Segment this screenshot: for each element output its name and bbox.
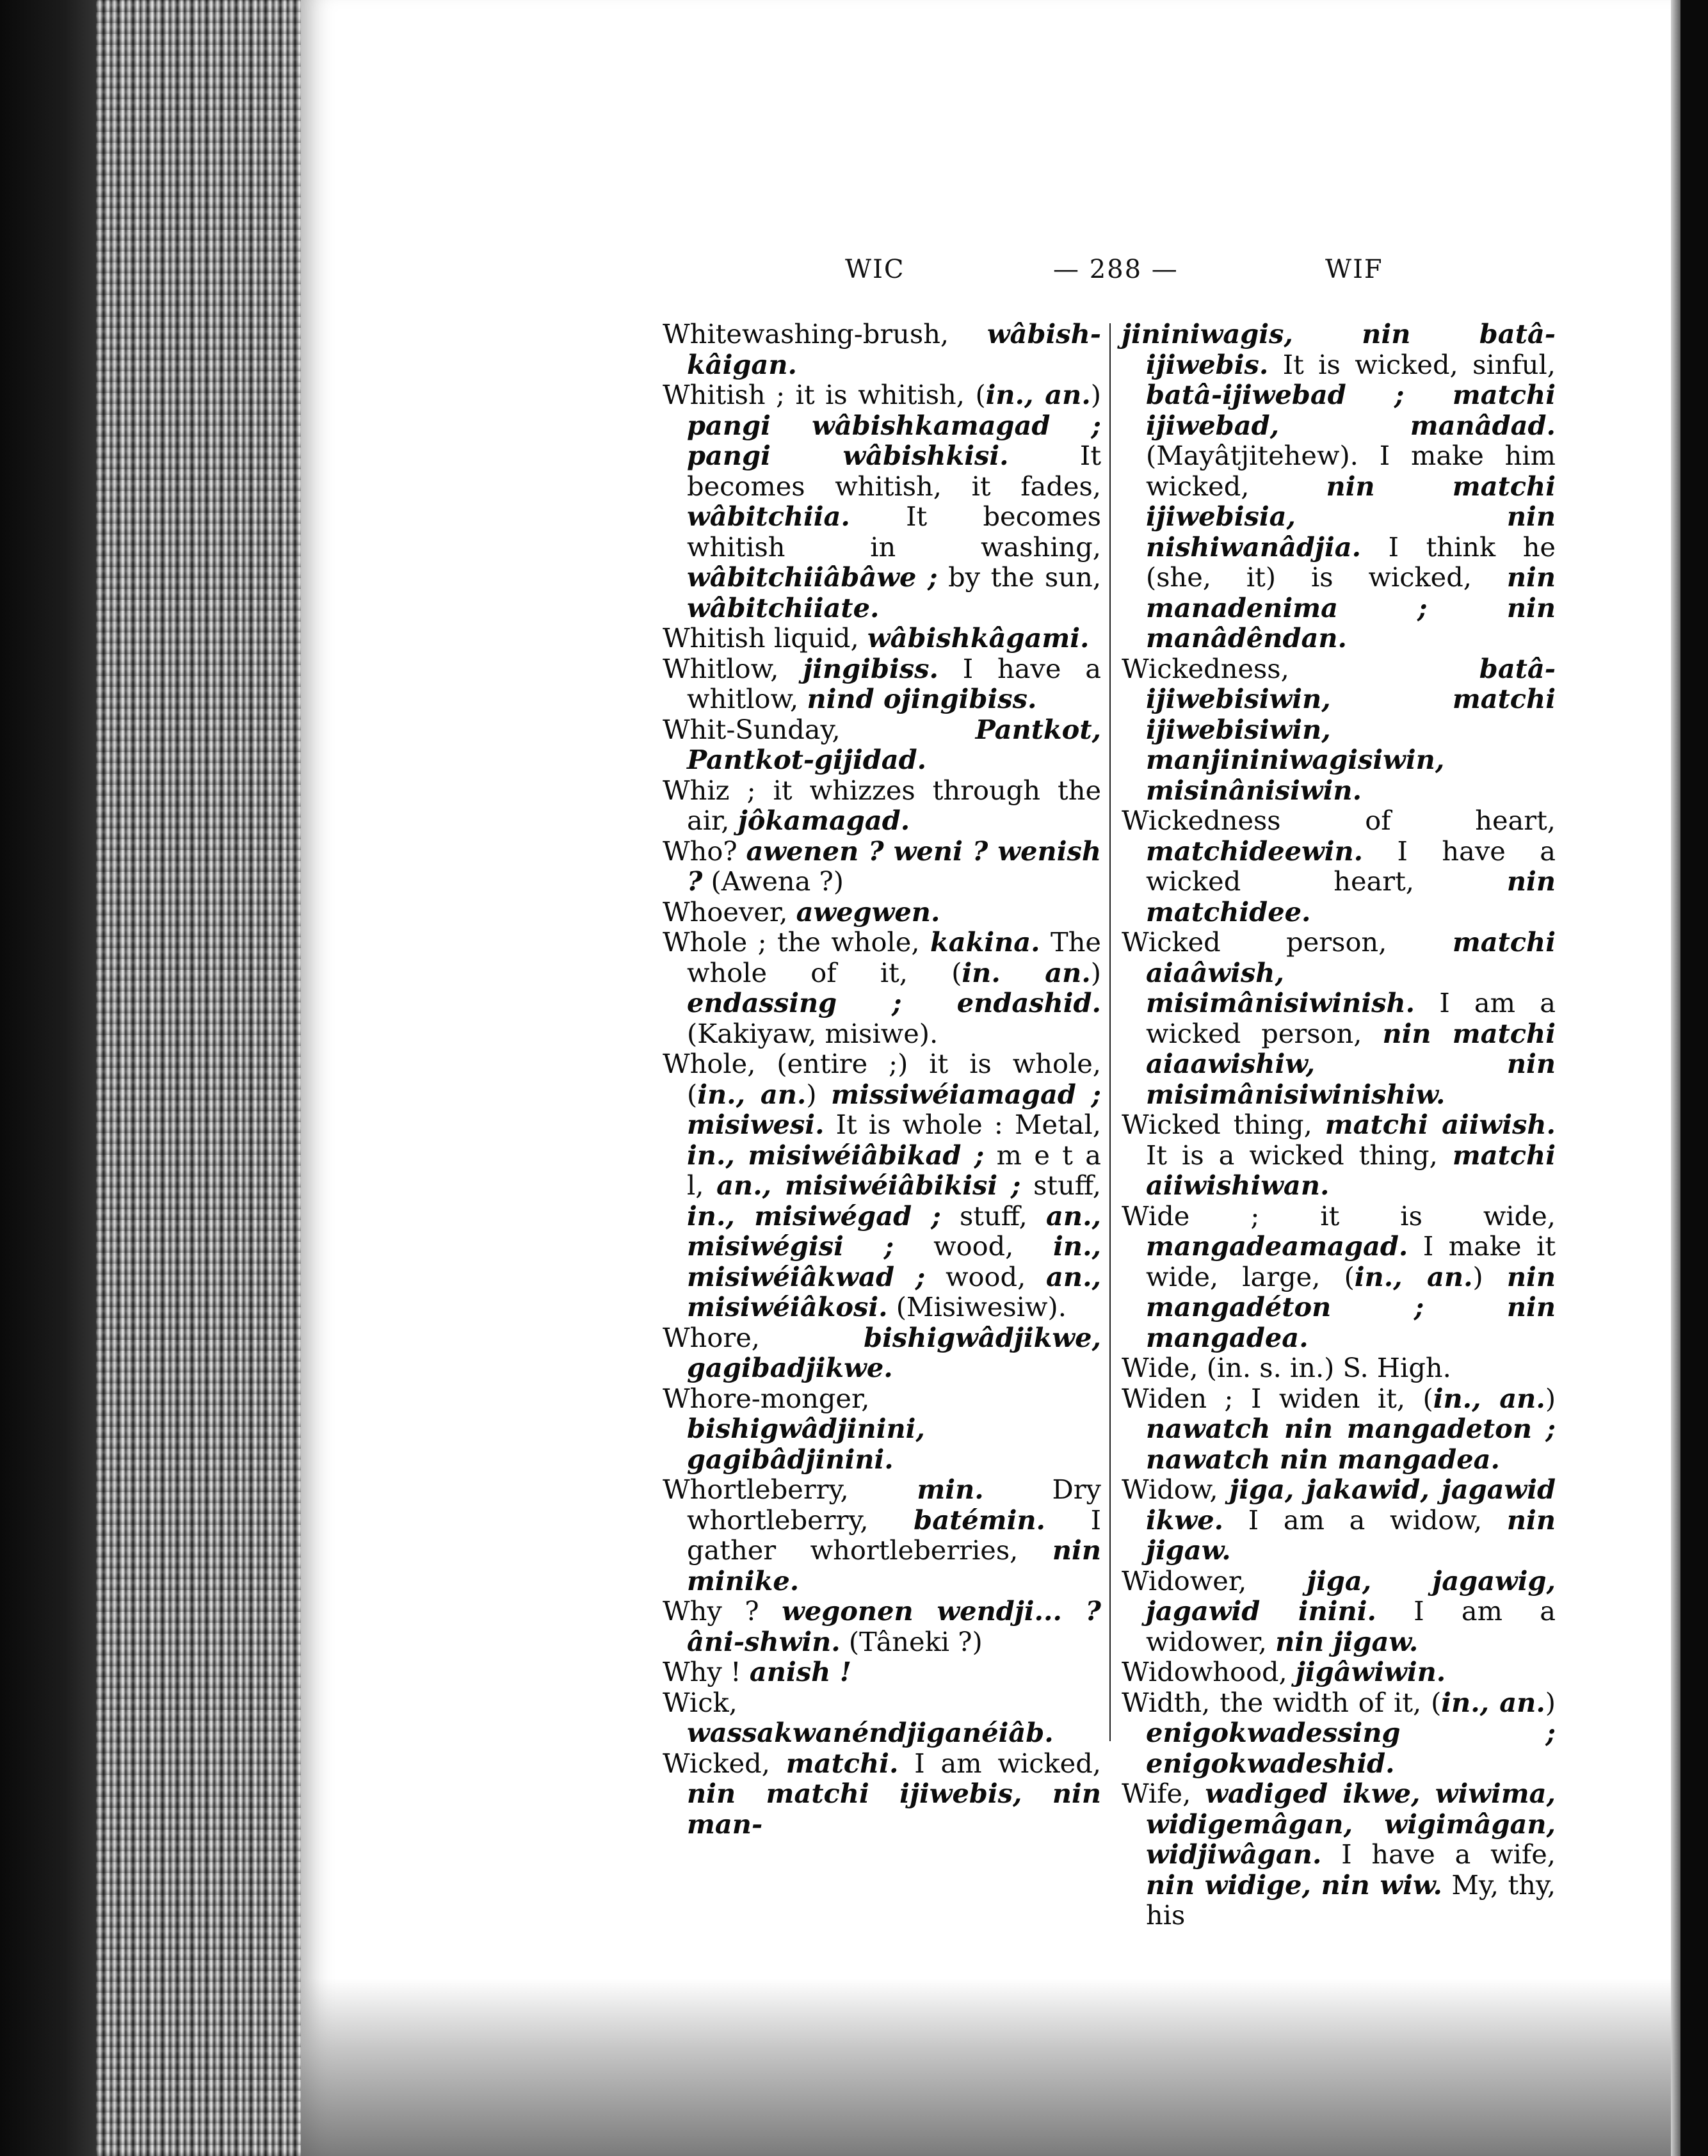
- dictionary-entry: [1122, 927, 1556, 1109]
- dictionary-entry: [663, 897, 1101, 928]
- dictionary-entry: [663, 380, 1101, 623]
- entry-translation: in., an.: [697, 1078, 807, 1110]
- book-cover-edge: [0, 0, 109, 2156]
- entry-translation: nin matchi ijiwebisia, nin nishiwanâdjia.: [1146, 470, 1556, 563]
- entry-translation: min.: [917, 1474, 984, 1505]
- dictionary-entry: [663, 1748, 1101, 1840]
- dictionary-entry: [1122, 1383, 1556, 1475]
- entry-text: Width, the width of it, (: [1122, 1686, 1442, 1718]
- entry-translation: mangadeamagad.: [1146, 1230, 1408, 1262]
- entry-text: It becomes whitish, it fades,: [687, 440, 1102, 502]
- entry-translation: batémin.: [914, 1504, 1045, 1536]
- entry-text: Whortleberry,: [663, 1474, 917, 1505]
- entry-text: I make it wide, large, (: [1146, 1230, 1556, 1292]
- entry-text: ): [1545, 1686, 1556, 1718]
- dictionary-entry: [1122, 1566, 1556, 1657]
- entry-text: Whitish liquid,: [663, 622, 867, 654]
- entry-text: It is wicked, sinful,: [1268, 348, 1556, 380]
- entry-text: My, thy, his: [1146, 1869, 1556, 1931]
- running-header: [845, 255, 1408, 293]
- dictionary-entry: [1122, 805, 1556, 927]
- entry-translation: wassakwanéndjiganéiâb.: [687, 1717, 1054, 1748]
- entry-translation: nin minike.: [687, 1534, 1101, 1597]
- dictionary-entry: [663, 1657, 1101, 1687]
- entry-text: I gather whortleberries,: [687, 1504, 1101, 1566]
- page-number: — 288 —: [1053, 255, 1179, 284]
- entry-translation: nin matchidee.: [1146, 865, 1556, 928]
- header-right-guideword: WIF: [1325, 255, 1383, 284]
- entry-translation: matchi.: [786, 1747, 899, 1779]
- entry-translation: awenen ? weni ? wenish ?: [687, 835, 1101, 897]
- entry-translation: wegonen wendji... ? âni-shwin.: [687, 1595, 1101, 1657]
- entry-translation: in., an.: [1354, 1260, 1473, 1292]
- dictionary-entry: [1122, 1778, 1556, 1931]
- entry-text: Whoever,: [663, 896, 796, 928]
- entry-text: I have a wife,: [1321, 1838, 1556, 1870]
- entry-text: Wide ; it is wide,: [1122, 1200, 1556, 1232]
- entry-translation: jingibiss.: [803, 652, 939, 684]
- entry-text: m e t a l,: [687, 1139, 1101, 1201]
- entry-text: by the sun,: [937, 561, 1102, 593]
- entry-text: Dry whortleberry,: [687, 1474, 1101, 1536]
- entry-translation: matchi aiiwishiwan.: [1146, 1139, 1556, 1201]
- entry-text: Wickedness of heart,: [1122, 805, 1556, 836]
- dictionary-entry: [663, 1474, 1101, 1596]
- entry-translation: nind ojingibiss.: [807, 683, 1037, 714]
- entry-text: Who?: [663, 835, 746, 867]
- entry-text: ): [1545, 1382, 1556, 1414]
- entry-translation: missiwéiamagad ; misiwesi.: [687, 1078, 1102, 1140]
- entry-text: Why ?: [663, 1595, 782, 1627]
- right-page-edge: [1671, 0, 1680, 2156]
- entry-translation: batâ-ijiwebad ; matchi ijiwebad, manâdad.: [1146, 379, 1556, 441]
- entry-translation: nawatch nin mangadeton ; nawatch nin mangadea.: [1146, 1413, 1556, 1475]
- left-column: [663, 319, 1101, 1839]
- dictionary-entry: [663, 654, 1101, 714]
- entry-translation: nin manadenima ; nin manâdêndan.: [1146, 561, 1556, 654]
- entry-text: Widow,: [1122, 1474, 1230, 1505]
- header-left-guideword: WIC: [845, 255, 905, 284]
- dictionary-entry: [663, 714, 1101, 775]
- entry-text: It is a wicked thing,: [1146, 1139, 1453, 1171]
- entry-text: (Awena ?): [702, 865, 844, 897]
- entry-text: Whole ; the whole,: [663, 926, 930, 958]
- entry-translation: wâbitchiiate.: [687, 591, 880, 623]
- entry-text: Wick,: [663, 1686, 737, 1718]
- dictionary-entry: [663, 1323, 1101, 1383]
- page-fore-edge: [96, 0, 307, 2156]
- entry-translation: nin jigaw.: [1275, 1625, 1419, 1657]
- entry-text: Wicked thing,: [1122, 1109, 1325, 1140]
- entry-translation: matchi aiiwish.: [1325, 1109, 1556, 1140]
- dictionary-entry: [1122, 319, 1556, 654]
- dictionary-entry: [663, 1596, 1101, 1657]
- entry-text: (Tâneki ?): [840, 1625, 983, 1657]
- dictionary-entry: [1122, 1201, 1556, 1353]
- entry-translation: Pantkot, Pantkot-gijidad.: [687, 713, 1101, 775]
- dictionary-entry: [663, 775, 1101, 836]
- entry-translation: matchideewin.: [1146, 835, 1364, 867]
- entry-translation: anish !: [749, 1656, 851, 1687]
- right-border: [1680, 0, 1708, 2156]
- entry-translation: wâbish-kâigan.: [687, 318, 1101, 380]
- entry-text: Widen ; I widen it, (: [1122, 1382, 1433, 1414]
- entry-translation: jiga, jakawid, jagawid ikwe.: [1146, 1474, 1556, 1536]
- entry-translation: in., an.: [1441, 1686, 1545, 1718]
- entry-translation: enigokwadessing ; enigokwadeshid.: [1146, 1717, 1556, 1779]
- dictionary-entry: [663, 1383, 1101, 1475]
- entry-text: ): [1472, 1260, 1507, 1292]
- entry-text: stuff,: [1020, 1170, 1101, 1201]
- entry-text: Whitlow,: [663, 652, 803, 684]
- entry-text: wood,: [925, 1260, 1047, 1292]
- entry-text: (Misiwesiw).: [887, 1291, 1067, 1323]
- entry-translation: in., an.: [985, 379, 1091, 410]
- entry-text: Wife,: [1122, 1778, 1205, 1809]
- entry-translation: in. an.: [962, 956, 1091, 988]
- entry-text: (Kakiyaw, misiwe).: [687, 1017, 939, 1049]
- entry-text: (Mayâtjitehew). I make him wicked,: [1146, 440, 1556, 502]
- entry-text: Whitish ; it is whitish, (: [663, 379, 986, 410]
- entry-text: I am a widower,: [1146, 1595, 1556, 1657]
- entry-translation: nin widige, nin wiw.: [1146, 1869, 1442, 1901]
- entry-translation: jininiwagis, nin batâ-ijiwebis.: [1122, 318, 1556, 380]
- entry-text: wood,: [894, 1230, 1054, 1262]
- entry-text: I am wicked,: [898, 1747, 1101, 1779]
- entry-translation: nin matchi ijiwebis, nin man-: [687, 1778, 1101, 1840]
- entry-translation: wâbitchiiâbâwe ;: [687, 561, 938, 593]
- entry-text: The whole of it, (: [687, 926, 1101, 988]
- entry-translation: in., misiwéiâbikad ;: [687, 1139, 985, 1171]
- entry-translation: batâ-ijiwebisiwin, matchi ijiwebisiwin, manjininiwagisiwin, misinânisiwin.: [1146, 652, 1556, 806]
- entry-text: ): [1090, 956, 1101, 988]
- entry-translation: in., an.: [1433, 1382, 1545, 1414]
- entry-text: Widowhood,: [1122, 1656, 1296, 1687]
- entry-translation: wâbitchiia.: [687, 501, 850, 532]
- entry-translation: an., misiwéiâkosi.: [687, 1260, 1101, 1323]
- entry-translation: awegwen.: [796, 896, 940, 928]
- entry-translation: an., misiwégisi ;: [687, 1200, 1101, 1262]
- dictionary-entry: [663, 319, 1101, 380]
- dictionary-entry: [1122, 654, 1556, 806]
- entry-text: Whole, (entire ;) it is whole, (: [663, 1048, 1101, 1110]
- entry-translation: kakina.: [930, 926, 1040, 958]
- entry-translation: nin mangadéton ; nin mangadea.: [1146, 1260, 1556, 1353]
- entry-translation: wadiged ikwe, wiwima, widigemâgan, wigimâgan, widjiwâgan.: [1146, 1778, 1556, 1870]
- entry-text: ): [806, 1078, 832, 1110]
- entry-translation: endassing ; endashid.: [687, 987, 1101, 1018]
- entry-text: stuff,: [940, 1200, 1047, 1232]
- entry-text: It becomes whitish in washing,: [687, 501, 1101, 563]
- entry-text: Whore-monger,: [663, 1382, 870, 1414]
- page-bottom-shadow: [301, 1978, 1680, 2156]
- entry-text: I am a widow,: [1223, 1504, 1507, 1536]
- entry-translation: nin matchi aiaawishiw, nin misimânisiwinishiw.: [1146, 1017, 1556, 1110]
- entry-translation: in., misiwégad ;: [687, 1200, 941, 1232]
- entry-text: I have a wicked heart,: [1146, 835, 1556, 897]
- entry-text: Whitewashing-brush,: [663, 318, 987, 350]
- dictionary-entry: [663, 1049, 1101, 1323]
- entry-text: I have a whitlow,: [687, 652, 1102, 714]
- entry-text: Wicked person,: [1122, 926, 1453, 958]
- entry-text: Whit-Sunday,: [663, 713, 976, 745]
- dictionary-entry: [1122, 1353, 1556, 1383]
- entry-translation: jiga, jagawig, jagawid inini.: [1146, 1565, 1556, 1627]
- entry-translation: in., misiwéiâkwad ;: [687, 1230, 1101, 1292]
- dictionary-entry: [1122, 1687, 1556, 1779]
- dictionary-entry: [663, 623, 1101, 654]
- entry-translation: bishigwâdjikwe, gagibadjikwe.: [687, 1321, 1101, 1383]
- entry-text: Why !: [663, 1656, 750, 1687]
- entry-text: I am a wicked person,: [1146, 987, 1556, 1049]
- right-column: [1122, 319, 1556, 1931]
- entry-text: Wickedness,: [1122, 652, 1479, 684]
- entry-text: Widower,: [1122, 1565, 1307, 1597]
- entry-translation: jigâwiwin.: [1295, 1656, 1446, 1687]
- dictionary-entry: [663, 836, 1101, 897]
- entry-text: Wicked,: [663, 1747, 786, 1779]
- entry-text: Whiz ; it whizzes through the air,: [663, 774, 1101, 836]
- entry-translation: nin jigaw.: [1146, 1504, 1556, 1566]
- entry-text: Whore,: [663, 1321, 864, 1353]
- dictionary-entry: [1122, 1474, 1556, 1566]
- dictionary-entry: [1122, 1109, 1556, 1201]
- entry-translation: matchi aiaâwish, misimânisiwinish.: [1146, 926, 1556, 1018]
- entry-text: It is whole : Metal,: [824, 1109, 1101, 1140]
- entry-text: I think he (she, it) is wicked,: [1146, 531, 1556, 593]
- entry-text: ): [1090, 379, 1101, 410]
- entry-translation: wâbishkâgami.: [867, 622, 1090, 654]
- column-divider: [1109, 323, 1111, 1741]
- dictionary-entry: [663, 1687, 1101, 1748]
- entry-translation: an., misiwéiâbikisi ;: [716, 1170, 1021, 1201]
- dictionary-entry: [1122, 1657, 1556, 1687]
- dictionary-entry: [663, 927, 1101, 1049]
- entry-translation: jôkamagad.: [737, 805, 910, 836]
- entry-text: Wide, (in. s. in.) S. High.: [1122, 1352, 1451, 1383]
- entry-translation: bishigwâdjinini, gagibâdjinini.: [687, 1413, 925, 1475]
- entry-translation: pangi wâbishkamagad ; pangi wâbishkisi.: [687, 409, 1101, 471]
